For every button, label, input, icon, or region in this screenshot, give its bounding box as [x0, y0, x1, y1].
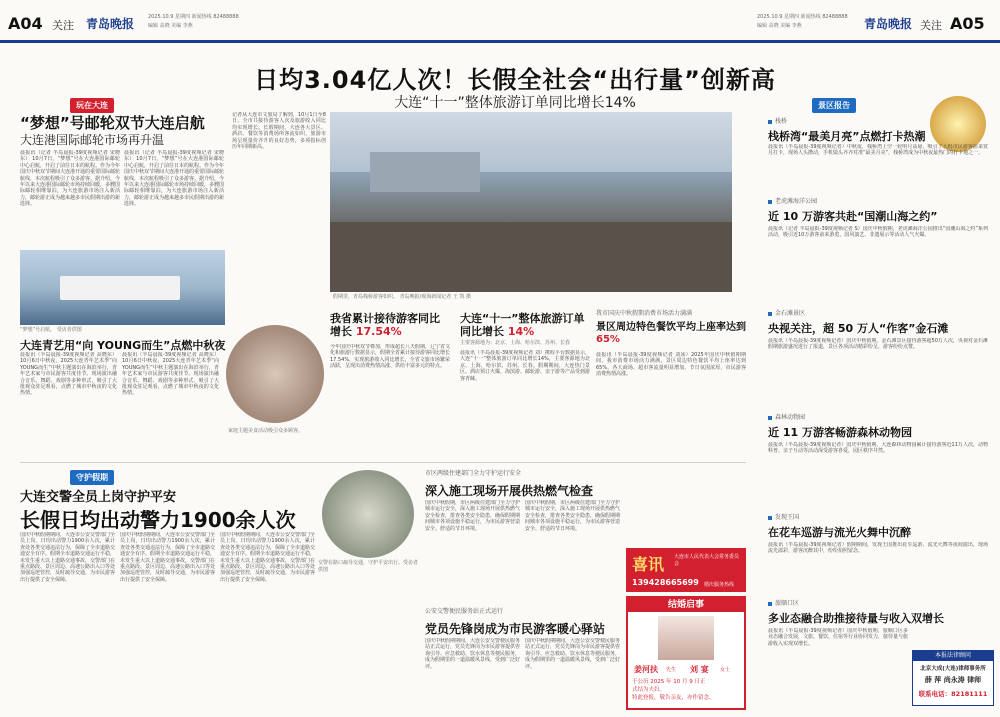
- bullet-icon: [768, 200, 772, 204]
- item2-place-text: 老虎滩海洋公园: [775, 198, 818, 205]
- wedding-line2: 式结为夫妇。: [632, 687, 666, 693]
- article-c-title-text: 景区周边特色餐饮平均上座率达到: [596, 322, 746, 333]
- article1-body: 晨报讯（记者 半岛晨报-39度视频记者 宋晓东） 10月7日，“梦想”号在大连港国际邮轮中心启航，开启了前往日本的航程。作为今年国庆中秋双节期间大连港开通的重要国际邮轮航线，本次航程吸引了众多游客。据介绍，今年以来大连港国际邮轮市场持续回暖，多艘国际邮轮相继靠泊，为大连旅游市场注入新活力，邮轮游正成为越来越多市民假期出游的新选择。: [20, 150, 120, 208]
- right-editors: 编辑 高晓 美编 李燕: [757, 23, 802, 29]
- section-tag-scenic: 景区报告: [812, 98, 856, 113]
- cruise-ship-photo: [20, 250, 225, 325]
- intro-body: 记者从大连市文旅局了解到，10月1日至8日，全市共接待游客人次及旅游收入同比均实现增长。长假期间，大连各大景区、酒店、餐饮等消费场所客流如织，旅游市场呈现量价齐升的良好态势，多项指标创历年同期新高。: [232, 112, 326, 151]
- mooncake-photo: [226, 325, 324, 423]
- item4-title: 近 11 万游客畅游森林动物园: [768, 426, 912, 439]
- article-d-body: 国庆中秋假期，市区两级住建部门全力守护城市运行安全，深入施工现场开展供热燃气安全检查，排查各类安全隐患，确保假期期间城市各项设施平稳运行，为市民游客营造安全、舒适的节日环境。: [425, 500, 520, 532]
- legal-advisor-box: [912, 650, 994, 706]
- page-header: [0, 0, 1000, 43]
- item6-body: 晨报讯（半岛晨报-39度视频记者）国庆中秋假期，旅顺口区多业态融合发展，文旅、餐饮、住宿等行业协同发力，接待量与旅游收入实现双增长。: [768, 628, 908, 647]
- item2-body: 晨报讯（记者 半岛晨报-39度视频记者 S）国庆中秋假期，老虎滩海洋公园推出“国潮山海之约”系列活动，吸引近10万游客前来游览，国风演艺、非遗展示等活动人气火爆。: [768, 226, 988, 239]
- crowd-photo-caption: 假期里，青岛栈桥游客如织。 青岛晚报/观海新闻记者 王 凯 摄: [333, 294, 472, 300]
- article-c-intro: 我市国庆中秋假期消费市场活力满满: [596, 310, 693, 317]
- article-e-intro: 公安交警便民服务站正式运行: [425, 608, 504, 615]
- article-d-title: 深入施工现场开展供热燃气检查: [425, 484, 594, 498]
- buildings: [370, 152, 480, 192]
- crowd-photo: [330, 112, 732, 292]
- item2-title: 近 10 万游客共赴“国潮山海之约”: [768, 210, 938, 223]
- article-b-title-text: 大连“十一”整体旅游订单同比增长: [460, 312, 585, 338]
- article-d-body-col2: 国庆中秋假期，市区两级住建部门全力守护城市运行安全，深入施工现场开展供热燃气安全检查，排查各类安全隐患，确保假期期间城市各项设施平稳运行，为市民游客营造安全、舒适的节日环境。: [525, 500, 620, 532]
- photo3-caption: 交警在路口疏导交通，守护平安出行。受访者供图: [318, 560, 419, 573]
- item4-place-text: 森林动物园: [775, 414, 806, 421]
- article-e-body: 国庆中秋假期期间，大连公安交警便民服务站正式运行，党员先锋岗为市民游客提供咨询引导、应急救助、饮水休息等便民服务，成为假期里的一道温暖风景线，受到广泛好评。: [425, 638, 520, 670]
- left-date-line: 2025.10.9 星期四 新闻热线 82488888: [148, 14, 239, 20]
- article-b-value: 14%: [507, 325, 535, 338]
- item5-body: 晨报讯（半岛晨报-39度视频记者）假期期间，发现王国推出花车巡游、流光火舞等夜间演出，现场流光溢彩，游客沉醉其中，纷纷拍照留念。: [768, 542, 988, 555]
- ad-phone: 139428665699: [632, 578, 699, 587]
- bullet-icon: [768, 416, 772, 420]
- wedding-title: 结婚启事: [628, 598, 744, 612]
- main-headline: 日均3.04亿人次！长假全社会“出行量”创新高: [254, 66, 776, 94]
- article1-title: “梦想”号邮轮双节大连启航: [20, 114, 205, 132]
- bullet-icon: [768, 120, 772, 124]
- groom-name: 姜河扶: [634, 665, 658, 674]
- article-a-body: 今年国庆中秋双节叠加，形成超长八天假期，辽宁省文化和旅游厅数据显示，假期全省累计接待游客同比增长17.54%，实现旅游收入同比增长，全省文旅市场繁荣活跃，呈现出消费热情高涨、供给丰富多元的特点。: [330, 344, 450, 370]
- legal-title: 本报法律顾问: [913, 651, 993, 661]
- item1-title: 栈桥湾“最美月亮”点燃打卡热潮: [768, 130, 926, 143]
- article2-body-col2: 晨报讯（半岛晨报-39度视频记者 高晓东）10月6日中秋夜，2025大连青年艺术季“向 YOUNG而生”中秋主题演出在海滨举行，青年艺术家与市民游客共度佳节。现场演出融合音乐、舞蹈、戏剧等多种形式，吸引了大批观众驻足观看，点燃了城市中秋夜的文化热情。: [122, 352, 219, 397]
- bullet-icon: [768, 516, 772, 520]
- item3-body: 晨报讯（半岛晨报-39度视频记者）国庆中秋假期，金石滩景区接待游客超50万人次，央视对金石滩假期旅游盛况进行了报道，景区各项活动精彩纷呈，游客纷纷点赞。: [768, 338, 988, 351]
- right-section-label: 关注: [920, 19, 942, 32]
- bullet-icon: [768, 602, 772, 606]
- item5-place-text: 发现王国: [775, 514, 800, 521]
- article3-subtitle: 长假日均出动警力1900余人次: [20, 508, 296, 532]
- wedding-line3: 特此登报，敬告亲友，亦作留念。: [632, 695, 715, 701]
- paper-logo-right: 青岛晚报: [864, 17, 913, 31]
- item4-body: 晨报讯（半岛晨报-39度视频记者）国庆中秋假期，大连森林动物园累计接待游客近11万人次，动物科普、亲子互动等活动深受游客喜爱，园区秩序井然。: [768, 442, 988, 455]
- article3-title: 大连交警全员上岗守护平安: [20, 490, 177, 505]
- item1-body: 晨报讯（半岛晨报-39度视频记者）中秋夜，栈桥湾上空一轮明月高悬，吸引了大批市民游客前来赏月打卡，现场人头攒动，手机镜头齐齐对准“最美月亮”，栈桥湾成为中秋夜最热门的打卡地之一。: [768, 144, 988, 157]
- article-a-title-text: 我省累计接待游客同比增长: [330, 312, 440, 338]
- item6-place: [768, 600, 988, 608]
- couple-photo: [658, 616, 714, 660]
- item2-place: [768, 198, 988, 206]
- traffic-police-photo: [322, 470, 414, 558]
- bullet-icon: [768, 312, 772, 316]
- article-b-subtitle: 主要客源地为：北京、上海、哈尔滨、苏州、长春: [460, 340, 571, 346]
- section-tag-play: 玩在大连: [70, 98, 114, 113]
- photo2-caption: 家庭主题美食活动吸引众多顾客。: [228, 428, 304, 434]
- section-tag-guard: 守护假期: [70, 470, 114, 485]
- article-c-title: [596, 322, 746, 346]
- item3-title: 央视关注，超 50 万人“作客”金石滩: [768, 322, 949, 335]
- item3-place: [768, 310, 988, 318]
- paper-logo-left: 青岛晚报: [86, 17, 135, 31]
- cruise-ship: [60, 276, 180, 300]
- article-a-title: [330, 312, 450, 338]
- item4-place: [768, 414, 988, 422]
- article2-body: 晨报讯（半岛晨报-39度视频记者 高晓东）10月6日中秋夜，2025大连青年艺术季“向 YOUNG而生”中秋主题演出在海滨举行，青年艺术家与市民游客共度佳节。现场演出融合音乐、舞蹈、戏剧等多种形式，吸引了大批观众驻足观看，点燃了城市中秋夜的文化热情。: [20, 352, 117, 397]
- article3-body-col2: 国庆中秋假期期间，大连市公安交警部门全员上岗，日均出动警力1900余人次，累计查处各类交通违法行为，保障了全市道路交通安全有序。假期全市道路交通运行平稳，未发生重大以上道路交通事故，交警部门在重点路段、景区周边、高速公路出入口等处加强巡逻管控，及时疏导交通，为市民游客出行提供了安全保障。: [120, 532, 215, 583]
- article3-body-col3: 国庆中秋假期期间，大连市公安交警部门全员上岗，日均出动警力1900余人次，累计查处各类交通违法行为，保障了全市道路交通安全有序。假期全市道路交通运行平稳，未发生重大以上道路交通事故，交警部门在重点路段、景区周边、高速公路出入口等处加强巡逻管控，及时疏导交通，为市民游客出行提供了安全保障。: [220, 532, 315, 583]
- item6-title: 多业态融合助推接待量与收入双增长: [768, 612, 944, 625]
- item5-title: 在花车巡游与流光火舞中沉醉: [768, 526, 911, 539]
- divider: [20, 462, 746, 463]
- legal-phone: 联系电话：82181111: [918, 690, 988, 698]
- item3-place-text: 金石滩景区: [775, 310, 806, 317]
- crowd: [330, 222, 732, 292]
- main-subheadline: 大连“十一”整体旅游订单同比增长14%: [394, 95, 636, 111]
- article-b-title: [460, 312, 590, 338]
- wedding-notice: [626, 596, 746, 710]
- article-b-body: 晨报讯（半岛晨报-39度视频记者 刘）携程平台数据显示，大连“十一”整体旅游订单同比增长14%，主要客源地为北京、上海、哈尔滨、苏州、长春。假期期间，大连热门景区、酒店预订火爆，海滨游、邮轮游、亲子游等产品受到游客青睐。: [460, 350, 590, 382]
- article2-title: 大连青艺用“向 YOUNG而生”点燃中秋夜: [20, 339, 226, 352]
- left-section-label: 关注: [52, 19, 74, 32]
- right-date-line: 2025.10.9 星期四 新闻热线 82488888: [757, 14, 848, 20]
- bride-role: 女士: [720, 667, 731, 673]
- article-d-intro: 市区两级住建部门全力守护运行安全: [425, 470, 522, 477]
- article1-body-col2: 晨报讯（记者 半岛晨报-39度视频记者 宋晓东） 10月7日，“梦想”号在大连港国际邮轮中心启航，开启了前往日本的航程。作为今年国庆中秋双节期间大连港开通的重要国际邮轮航线，本次航程吸引了众多游客。据介绍，今年以来大连港国际邮轮市场持续回暖，多艘国际邮轮相继靠泊，为大连旅游市场注入新活力，邮轮游正成为越来越多市民假期出游的新选择。: [124, 150, 224, 208]
- ad-note: 婚庆服务热线: [704, 582, 735, 588]
- ad-title: 喜讯: [632, 555, 665, 574]
- item1-place-text: 栈桥: [775, 118, 788, 125]
- left-editors: 编辑 高晓 美编 李燕: [148, 23, 193, 29]
- item5-place: [768, 514, 988, 522]
- item1-place: [768, 118, 928, 126]
- ad-sub: 大连市人民代表大会常务委员会: [674, 554, 740, 567]
- legal-names: 薛 萍 尚永涛 律师: [924, 676, 982, 684]
- item6-place-text: 旅顺口区: [775, 600, 800, 607]
- ad-banner: [626, 548, 746, 592]
- photo1-caption: “梦想”号启航。 受访者供图: [20, 327, 82, 333]
- bride-name: 刘 宴: [690, 665, 709, 674]
- legal-firm: 北京大成(大连)律师事务所: [920, 666, 986, 672]
- wedding-line1: 于公历 2025 年 10 月 9 日正: [632, 679, 706, 685]
- article-e-title: 党员先锋岗成为市民游客暖心驿站: [425, 622, 606, 636]
- article1-subtitle: 大连港国际邮轮市场再升温: [20, 133, 165, 147]
- right-page-number: A05: [950, 14, 985, 33]
- article-e-body-col2: 国庆中秋假期期间，大连公安交警便民服务站正式运行，党员先锋岗为市民游客提供咨询引导、应急救助、饮水休息等便民服务，成为假期里的一道温暖风景线，受到广泛好评。: [525, 638, 620, 670]
- article-c-body: 晨报讯（半岛晨报-39度视频记者 刘冰）2025年国庆中秋假期期间，我市消费市场活力满满，景区周边特色餐饮平均上座率达到65%，各大商场、超市客流量明显增加，节日氛围浓厚，市民游客消费热情高涨。: [596, 352, 746, 378]
- article-a-value: 17.54%: [355, 325, 402, 338]
- article-c-value: 65%: [596, 334, 620, 345]
- article3-body: 国庆中秋假期期间，大连市公安交警部门全员上岗，日均出动警力1900余人次，累计查处各类交通违法行为，保障了全市道路交通安全有序。假期全市道路交通运行平稳，未发生重大以上道路交通事故，交警部门在重点路段、景区周边、高速公路出入口等处加强巡逻管控，及时疏导交通，为市民游客出行提供了安全保障。: [20, 532, 115, 583]
- left-page-number: A04: [8, 14, 43, 33]
- groom-role: 先生: [666, 667, 677, 673]
